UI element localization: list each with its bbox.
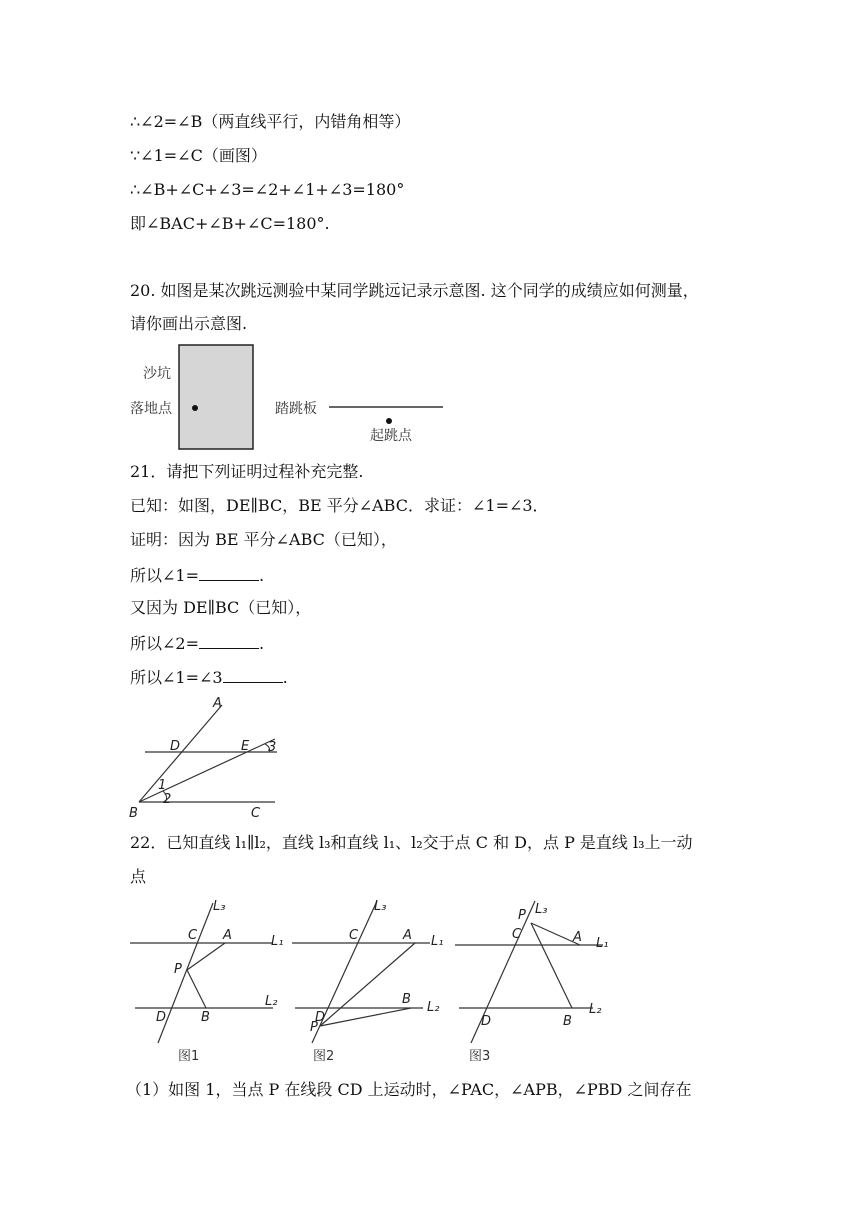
q21-proof-4-text: 所以∠2= [130,634,199,653]
q22-text-line-2: 点 [130,867,147,886]
takeoff-point-label: 起跳点 [370,428,412,444]
q22-figure-3 [455,901,608,1064]
fig1-label-l1: L₁ [271,934,284,949]
q21-proof-line-3: 又因为 DE∥BC（已知）， [130,598,312,617]
sand-pit-rect [179,345,253,449]
q21-proof-5-suffix: . [282,668,288,687]
proof19-line-1: ∴∠2=∠B（两直线平行，内错角相等） [130,112,411,131]
q22-figures [125,893,615,1078]
fig2-label-l3: L₃ [374,899,387,914]
q21-proof-4-suffix: . [259,634,265,653]
fig2-label-l2: L₂ [427,1000,440,1015]
proof19-line-3: ∴∠B+∠C+∠3=∠2+∠1+∠3=180° [130,180,405,199]
q22-sub-question-1: （1）如图 1，当点 P 在线段 CD 上运动时，∠PAC，∠APB，∠PBD 之间存在 [126,1080,692,1099]
fig3-caption: 图3 [469,1049,491,1064]
fig2-label-d: D [315,1010,326,1025]
q21-proof-line-2 [130,564,264,586]
fig1-label-l2: L₂ [265,994,278,1009]
q20-text-line-1: 20. 如图是某次跳远测验中某同学跳远记录示意图. 这个同学的成绩应如何测量， [130,281,699,300]
label-1: 1 [158,778,167,793]
fig2-caption: 图2 [313,1049,335,1064]
label-b: B [129,806,138,820]
fig1-label-b: B [201,1010,210,1025]
fig2-label-b: B [402,992,411,1007]
fig2-label-c: C [349,928,359,943]
label-a: A [213,696,222,711]
answer-blank-2[interactable] [199,632,259,649]
fig3-label-a: A [573,930,582,945]
q21-proof-line-4 [130,632,264,654]
fig1-label-d: D [156,1010,167,1025]
fig2-pa [320,943,415,1026]
label-e: E [241,739,250,754]
proof19-line-4: 即∠BAC+∠B+∠C=180°. [130,214,330,233]
takeoff-point-dot [386,418,392,424]
long-jump-figure [125,340,455,452]
fig2-label-a: A [403,928,412,943]
q21-given: 已知：如图，DE∥BC，BE 平分∠ABC．求证：∠1=∠3． [130,496,549,515]
q21-proof-2-text: 所以∠1= [130,566,199,585]
fig3-pb [531,923,572,1008]
fig1-pb [187,970,206,1008]
fig3-label-p: P [518,908,526,923]
fig3-label-l1: L₁ [596,936,609,951]
fig1-label-p: P [174,962,182,977]
q21-proof-5-text: 所以∠1=∠3 [130,668,223,687]
board-label: 踏跳板 [275,401,317,417]
fig2-pb [320,1008,411,1026]
fig1-caption: 图1 [178,1049,200,1064]
q22-text-line-1: 22．已知直线 l₁∥l₂，直线 l₃和直线 l₁、l₂交于点 C 和 D，点 P 是直线 l₃上一动 [130,833,693,852]
fig2-label-l1: L₁ [431,934,444,949]
ray-ba [139,705,222,802]
label-d: D [170,739,181,754]
fig3-label-d: D [481,1014,492,1029]
q20-text-line-2: 请你画出示意图. [130,314,248,333]
fig1-pa [187,943,225,970]
fig1-label-l3: L₃ [213,899,226,914]
q21-proof-line-5 [130,666,288,688]
answer-blank-1[interactable] [199,564,259,581]
label-2: 2 [163,792,172,807]
q22-figure-2 [292,899,443,1064]
q21-title: 21．请把下列证明过程补充完整. [130,462,364,481]
label-c: C [251,806,261,820]
fig3-label-b: B [563,1014,572,1029]
fig3-label-l3: L₃ [535,902,548,917]
q21-proof-2-suffix: . [259,566,265,585]
landing-point-dot [192,405,198,411]
answer-blank-3[interactable] [223,666,283,683]
fig1-label-c: C [188,928,198,943]
q21-proof-line-1: 证明：因为 BE 平分∠ABC（已知）， [130,530,397,549]
q22-figure-1 [130,899,283,1064]
fig3-label-l2: L₂ [589,1002,602,1017]
fig2-label-p: P [310,1020,318,1035]
fig1-label-a: A [223,928,232,943]
proof19-line-2: ∵∠1=∠C（画图） [130,146,267,165]
label-3: 3 [268,740,277,755]
sand-pit-label: 沙坑 [143,366,171,382]
q21-figure [125,695,285,820]
landing-point-label: 落地点 [130,401,172,417]
fig3-label-c: C [512,927,522,942]
